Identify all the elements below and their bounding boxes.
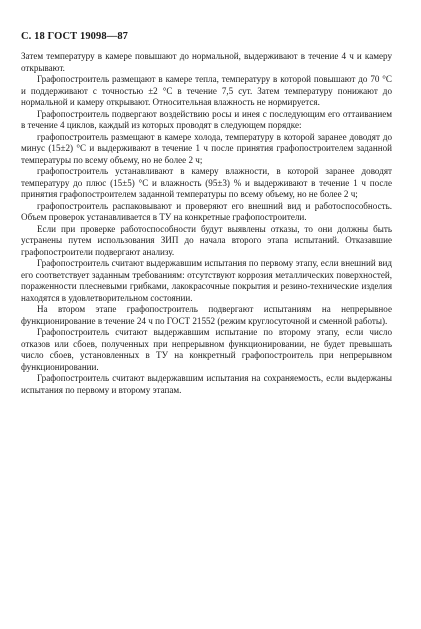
paragraph: Графопостроитель считают выдержавшим испытания по первому этапу, если внешний вид его соответствует заданным требованиям: отсутствуют коррозия металлических поверхностей, пораженности плесневыми грибками, лакокрасочные покрытия и резино-технические изделия находятся в удовлетворительном состоянии. (21, 258, 392, 303)
paragraph: На втором этапе графопостроитель подвергают испытаниям на непрерывное функционирование в течение 24 ч по ГОСТ 21552 (режим круглосуточной и сменной работы). (21, 304, 392, 326)
paragraph: Графопостроитель подвергают воздействию росы и инея с последующим его оттаиванием в течение 4 циклов, каждый из которых проводят в следующем порядке: (21, 108, 392, 130)
document-body (21, 51, 392, 396)
paragraph: Если при проверке работоспособности будут выявлены отказы, то они должны быть устранены путем использования ЗИП до начала второго этапа испытаний. Отказавшие графопостроители подвергают анализу. (21, 223, 392, 257)
paragraph: Графопостроитель размещают в камере тепла, температуру в которой повышают до 70 °С и поддерживают с точностью ±2 °С в течение 7,5 сут. Затем температуру понижают до нормальной и камеру открывают. Относительная влажность не нормируется. (21, 74, 392, 107)
paragraph: графопостроитель распаковывают и проверяют его внешний вид и работоспособность. Объем проверок устанавливается в ТУ на конкретные графопостроители. (21, 200, 392, 222)
paragraph: Затем температуру в камере повышают до нормальной, выдерживают в течение 4 ч и камеру открывают. (21, 51, 392, 73)
paragraph: Графопостроитель считают выдержавшим испытания на сохраняемость, если выдержаны испытания по первому и второму этапам. (21, 373, 392, 395)
paragraph: графопостроитель устанавливают в камеру влажности, в которой заранее доводят температуру до плюс (15±5) °С и влажность (95±3) % и выдерживают в течение 1 ч после принятия графопостроителем заданной температуры по всему объему, но не более 2 ч; (21, 166, 392, 199)
paragraph: Графопостроитель считают выдержавшим испытание по второму этапу, если число отказов или сбоев, полученных при непрерывном функционировании, не будет превышать число сбоев, установленных в ТУ на конкретный графопостроитель при непрерывном функционировании. (21, 327, 392, 372)
paragraph: графопостроитель размещают в камере холода, температуру в которой заранее доводят до минус (15±2) °С и выдерживают в течение 1 ч после принятия графопостроителем заданной температуры по всему объему, но не более 2 ч; (21, 131, 392, 165)
page-header: С. 18 ГОСТ 19098—87 (21, 31, 129, 42)
